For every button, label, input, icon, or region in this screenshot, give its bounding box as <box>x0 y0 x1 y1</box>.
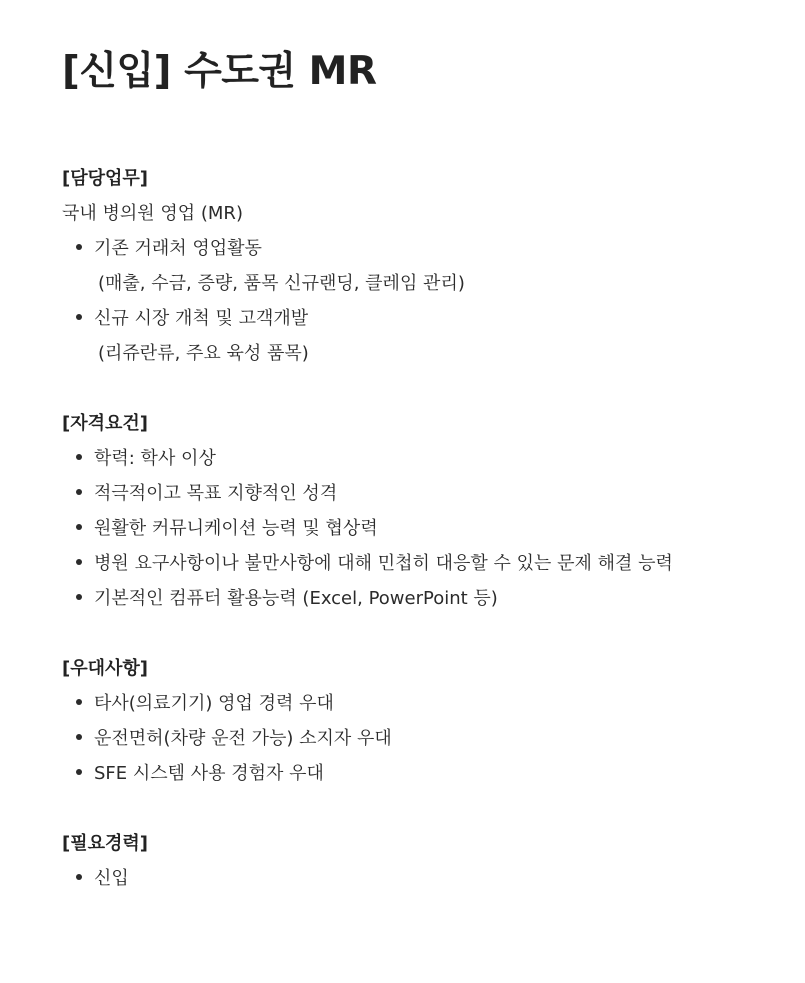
bullet-icon <box>76 244 82 250</box>
list-item <box>76 691 334 717</box>
preferred-heading: [우대사항] <box>62 658 149 679</box>
list-item-label: 원활한 커뮤니케이션 능력 및 협상력 <box>94 518 378 539</box>
bullet-icon <box>76 734 82 740</box>
page-title: [신입] 수도권 MR <box>62 49 377 94</box>
bullet-icon <box>76 489 82 495</box>
list-item <box>76 866 129 892</box>
list-item-detail: (리쥬란류, 주요 육성 품목) <box>98 343 309 364</box>
list-item <box>76 306 308 332</box>
duties-intro: 국내 병의원 영업 (MR) <box>62 203 243 224</box>
list-item-label: 신규 시장 개척 및 고객개발 <box>94 308 309 329</box>
bullet-icon <box>76 594 82 600</box>
experience-heading: [필요경력] <box>62 833 149 854</box>
bullet-icon <box>76 559 82 565</box>
list-item <box>76 761 324 787</box>
bullet-icon <box>76 524 82 530</box>
duties-heading: [담당업무] <box>62 168 149 189</box>
bullet-icon <box>76 314 82 320</box>
list-item <box>76 551 673 577</box>
list-item-label: 타사(의료기기) 영업 경력 우대 <box>94 693 334 714</box>
list-item-detail: (매출, 수금, 증량, 품목 신규랜딩, 클레임 관리) <box>98 273 465 294</box>
list-item-label: 운전면허(차량 운전 가능) 소지자 우대 <box>94 728 392 749</box>
list-item <box>76 516 378 542</box>
list-item-label: 학력: 학사 이상 <box>94 448 216 469</box>
list-item <box>76 586 498 612</box>
list-item <box>76 726 392 752</box>
bullet-icon <box>76 454 82 460</box>
list-item-label: 병원 요구사항이나 불만사항에 대해 민첩히 대응할 수 있는 문제 해결 능력 <box>94 553 673 574</box>
list-item-label: SFE 시스템 사용 경험자 우대 <box>94 763 324 784</box>
bullet-icon <box>76 699 82 705</box>
list-item <box>76 446 216 472</box>
bullet-icon <box>76 874 82 880</box>
list-item <box>76 481 337 507</box>
qualifications-heading: [자격요건] <box>62 413 149 434</box>
bullet-icon <box>76 769 82 775</box>
list-item-label: 기존 거래처 영업활동 <box>94 238 262 259</box>
list-item-label: 신입 <box>94 868 129 889</box>
list-item-label: 기본적인 컴퓨터 활용능력 (Excel, PowerPoint 등) <box>94 588 498 609</box>
list-item-label: 적극적이고 목표 지향적인 성격 <box>94 483 338 504</box>
list-item <box>76 236 262 262</box>
